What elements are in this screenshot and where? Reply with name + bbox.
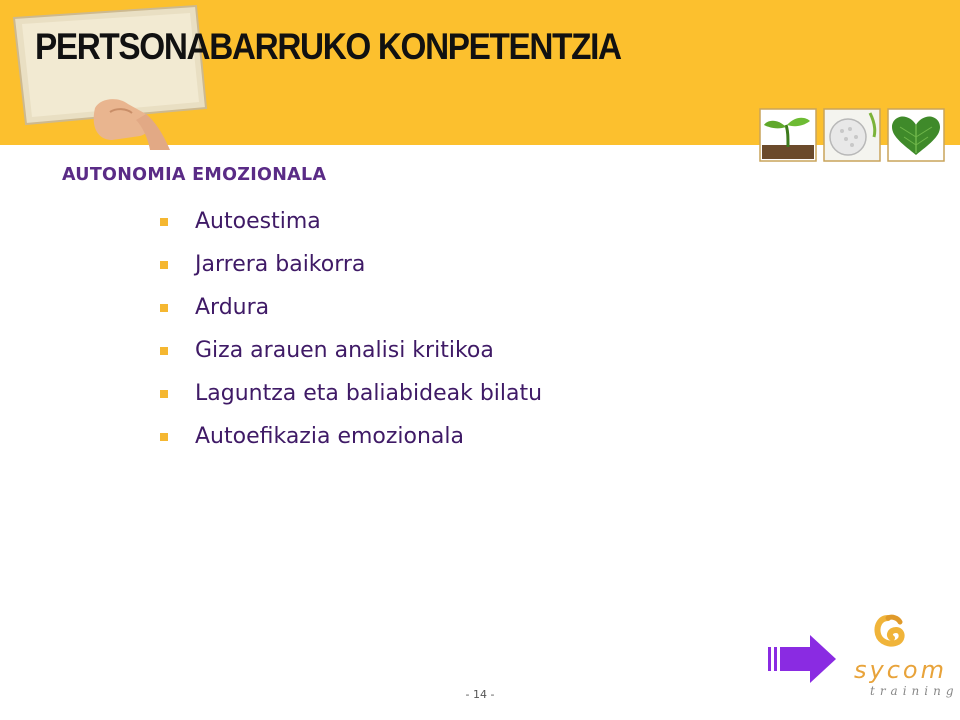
next-arrow-icon[interactable] xyxy=(766,631,838,687)
list-item xyxy=(160,286,542,329)
list-item-text: Giza arauen analisi kritikoa xyxy=(195,338,494,363)
bullet-list xyxy=(160,200,542,458)
leaf-heart-icon xyxy=(888,109,944,161)
bullet-marker-icon xyxy=(160,433,168,441)
list-item xyxy=(160,329,542,372)
section-subtitle: AUTONOMIA EMOZIONALA xyxy=(62,165,327,185)
list-item-text: Autoefikazia emozionala xyxy=(195,424,465,449)
list-item xyxy=(160,372,542,415)
plant-sprout-icon xyxy=(760,109,816,161)
logo-brand: sycom xyxy=(854,656,947,684)
bullet-marker-icon xyxy=(160,218,168,226)
list-item xyxy=(160,243,542,286)
bullet-marker-icon xyxy=(160,261,168,269)
list-item xyxy=(160,415,542,458)
bullet-marker-icon xyxy=(160,347,168,355)
header-thumbnails xyxy=(758,107,948,163)
logo-tagline: training xyxy=(870,684,959,698)
slide-title: PERTSONABARRUKO KONPETENTZIA xyxy=(35,26,621,67)
hand-holding-card-icon xyxy=(0,0,220,150)
list-item-text: Laguntza eta baliabideak bilatu xyxy=(195,381,543,406)
sycom-logo-icon xyxy=(840,612,940,662)
page-number: - 14 - xyxy=(465,688,495,701)
list-item xyxy=(160,200,542,243)
list-item-text: Autoestima xyxy=(195,209,321,234)
bullet-marker-icon xyxy=(160,390,168,398)
bullet-marker-icon xyxy=(160,304,168,312)
golf-ball-icon xyxy=(824,109,880,161)
list-item-text: Ardura xyxy=(195,295,270,320)
list-item-text: Jarrera baikorra xyxy=(195,252,366,277)
